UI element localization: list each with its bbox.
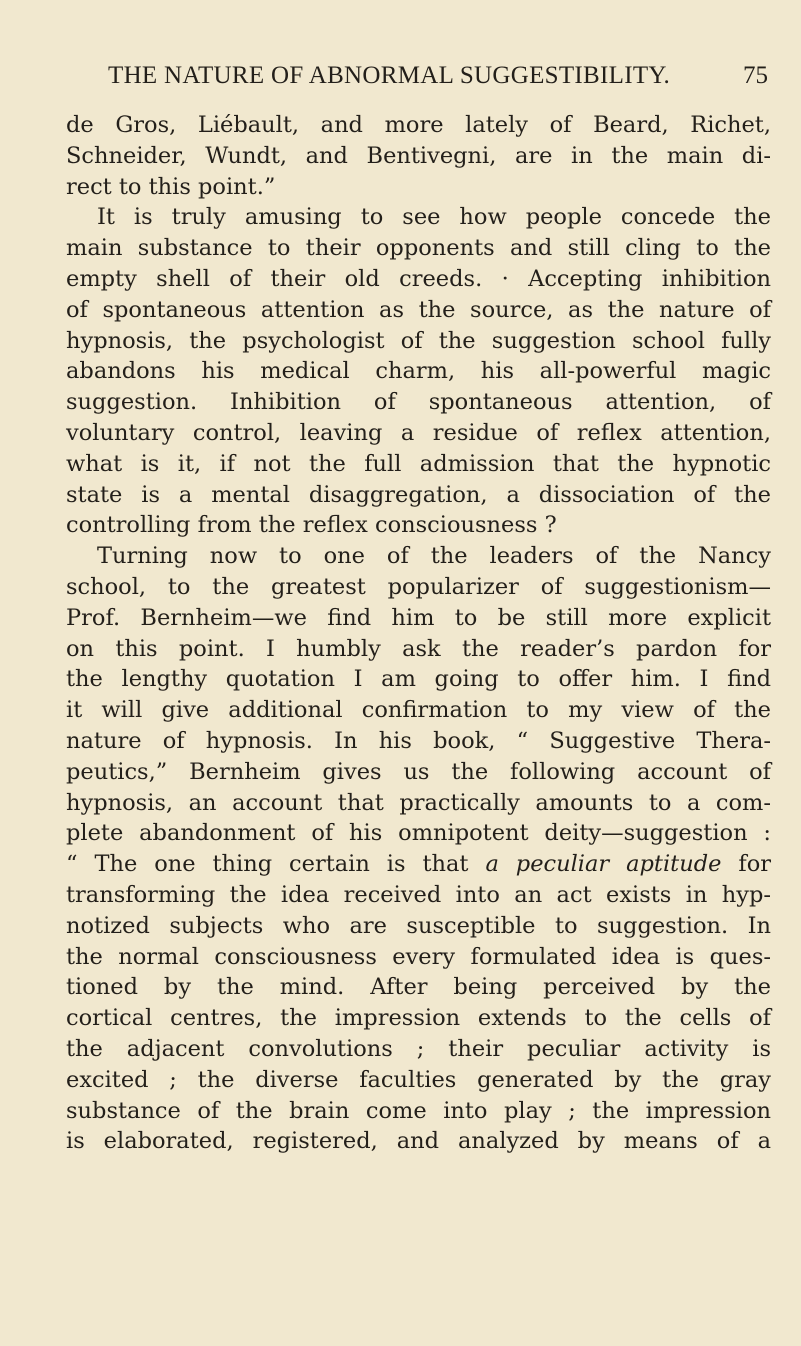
text-line: tioned by the mind. After being perceived by the: [66, 974, 771, 1001]
text-line: what is it, if not the full admission that the hypnotic: [66, 450, 771, 477]
emphasized-phrase: a peculiar aptitude: [485, 851, 722, 878]
text-line: it will give additional confirmation to my view of the: [66, 697, 771, 724]
text-line: empty shell of their old creeds. · Accepting inhibition: [66, 265, 771, 292]
text-line: school, to the greatest popularizer of suggestionism—: [66, 573, 771, 600]
text-line: hypnosis, an account that practically amounts to a com-: [66, 789, 771, 816]
text-line: peutics,” Bernheim gives us the following account of: [66, 758, 771, 785]
text-segment: for: [738, 851, 772, 878]
text-line: plete abandonment of his omnipotent deity—suggestion :: [66, 820, 771, 847]
text-line: rect to this point.”: [66, 173, 276, 200]
text-line: Schneider, Wundt, and Bentivegni, are in the main di-: [66, 142, 771, 169]
text-line: the lengthy quotation I am going to offer him. I find: [66, 666, 771, 693]
text-segment: “ The one thing certain is that: [66, 851, 469, 878]
body-text: [66, 110, 771, 1157]
text-line-with-emphasis: [66, 849, 771, 880]
text-line: controlling from the reflex consciousness ?: [66, 512, 557, 539]
text-line: substance of the brain come into play ; the impression: [66, 1097, 771, 1124]
text-line: suggestion. Inhibition of spontaneous attention, of: [66, 389, 771, 416]
text-line: the adjacent convolutions ; their peculiar activity is: [66, 1035, 771, 1062]
text-line: cortical centres, the impression extends to the cells of: [66, 1005, 771, 1032]
page-header: [108, 62, 768, 92]
text-line: nature of hypnosis. In his book, “ Suggestive Thera-: [66, 727, 771, 754]
text-line: abandons his medical charm, his all-powerful magic: [66, 358, 771, 385]
text-line: de Gros, Liébault, and more lately of Beard, Richet,: [66, 112, 771, 138]
text-line: voluntary control, leaving a residue of reflex attention,: [66, 419, 771, 446]
text-line: transforming the idea received into an act exists in hyp-: [66, 881, 771, 908]
text-line: notized subjects who are susceptible to suggestion. In: [66, 912, 771, 939]
text-line: the normal consciousness every formulated idea is ques-: [66, 943, 771, 970]
text-line: excited ; the diverse faculties generated by the gray: [66, 1066, 771, 1093]
text-line: hypnosis, the psychologist of the suggestion school fully: [66, 327, 771, 354]
text-line: Turning now to one of the leaders of the Nancy: [97, 543, 771, 570]
text-line: It is truly amusing to see how people concede the: [97, 204, 771, 231]
text-line: main substance to their opponents and still cling to the: [66, 235, 771, 262]
page-number: 75: [743, 62, 768, 89]
text-line: state is a mental disaggregation, a dissociation of the: [66, 481, 771, 508]
running-head: THE NATURE OF ABNORMAL SUGGESTIBILITY.: [108, 62, 671, 89]
text-line: is elaborated, registered, and analyzed by means of a: [66, 1128, 771, 1155]
text-line: Prof. Bernheim—we find him to be still more explicit: [66, 604, 771, 631]
text-line: of spontaneous attention as the source, as the nature of: [66, 296, 771, 323]
text-line: on this point. I humbly ask the reader’s pardon for: [66, 635, 771, 662]
